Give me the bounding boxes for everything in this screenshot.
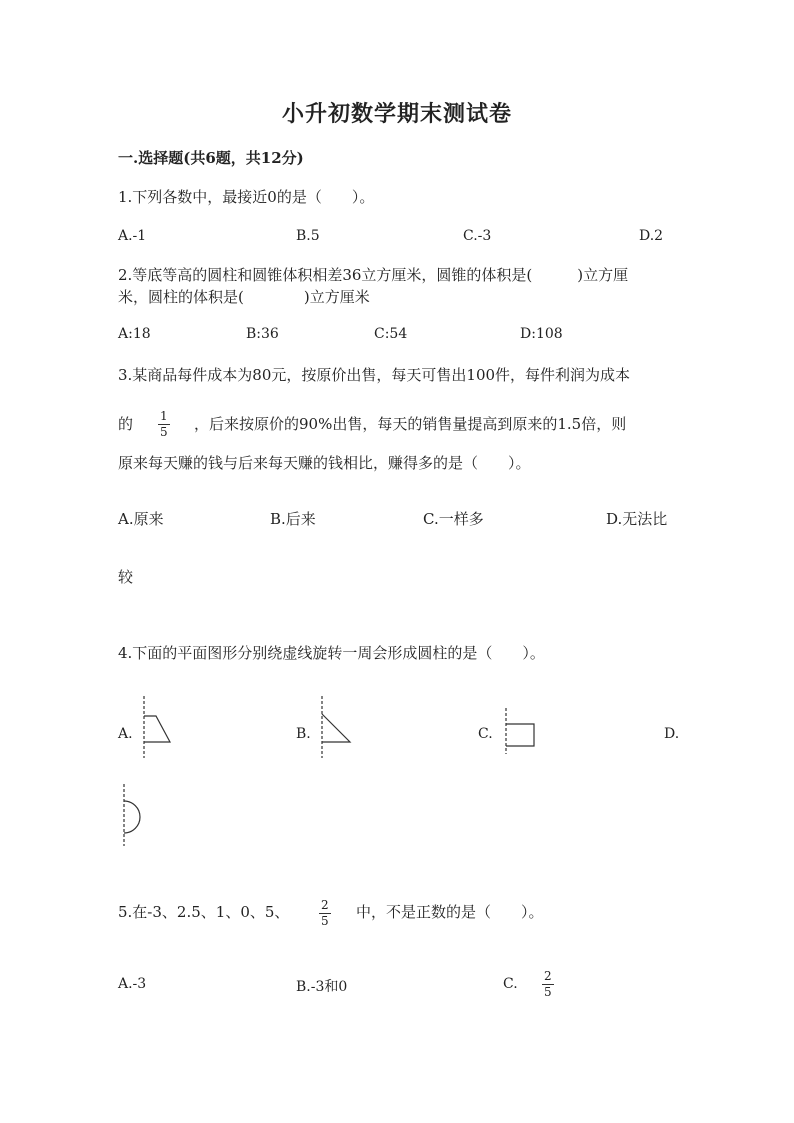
question-4-stem: 4.下面的平面图形分别绕虚线旋转一周会形成圆柱的是（ ）。: [118, 644, 545, 662]
figure-a-trapezoid: [136, 696, 176, 760]
question-4-option-d: D.: [664, 726, 680, 742]
question-3-fraction-denominator: 5: [160, 425, 168, 439]
question-1-option-c: C.-3: [463, 228, 492, 244]
question-1-option-b: B.5: [296, 228, 320, 244]
question-5-option-c: C.: [503, 976, 518, 992]
figure-c-shape: [506, 724, 534, 746]
question-3-fraction-numerator: 1: [160, 409, 168, 423]
question-2-option-a: A:18: [118, 326, 151, 342]
question-5-fraction: [319, 899, 331, 928]
question-2-option-d: D:108: [520, 326, 563, 342]
question-5-stem-suffix: 中，不是正数的是（ ）。: [356, 903, 544, 921]
figure-b-shape: [322, 714, 350, 742]
question-3-option-b: B.后来: [270, 510, 316, 528]
figure-a-shape: [144, 716, 170, 742]
question-4-option-a: A.: [118, 726, 133, 742]
question-3-option-c: C.一样多: [423, 510, 484, 528]
question-4-option-b: B.: [296, 726, 311, 742]
section-heading: 一.选择题(共6题，共12分): [118, 149, 304, 167]
figure-c-rectangle: [498, 708, 542, 756]
question-5-option-b: B.-3和0: [296, 979, 348, 995]
question-3-option-d: D.无法比: [606, 510, 668, 528]
question-5-fraction-denominator: 5: [321, 914, 329, 928]
question-5-fraction-numerator: 2: [321, 898, 329, 912]
question-2-line-2: 米，圆柱的体积是( )立方厘米: [118, 288, 370, 306]
question-5-stem-prefix: 5.在-3、2.5、1、0、5、: [118, 903, 290, 921]
question-5-option-c-fraction: [542, 970, 554, 999]
question-3-option-a: A.原来: [118, 510, 164, 528]
figure-d-semicircle: [116, 784, 156, 848]
question-5-option-c-denominator: 5: [544, 985, 552, 999]
question-3-option-d-wrap: 较: [118, 568, 134, 586]
question-3-fraction: [158, 410, 170, 439]
question-3-line-3: 原来每天赚的钱与后来每天赚的钱相比，赚得多的是（ ）。: [118, 454, 531, 472]
question-4-option-c: C.: [478, 726, 493, 742]
figure-b-triangle: [314, 696, 358, 760]
question-3-line-2-suffix: ，后来按原价的90%出售，每天的销售量提高到原来的1.5倍，则: [194, 415, 627, 433]
question-1-option-d: D.2: [639, 228, 664, 244]
question-3-line-1: 3.某商品每件成本为80元，按原价出售，每天可售出100件，每件利润为成本: [118, 366, 631, 384]
question-2-option-c: C:54: [374, 326, 408, 342]
figure-d-shape: [124, 801, 140, 833]
question-2-line-1: 2.等底等高的圆柱和圆锥体积相差36立方厘米，圆锥的体积是( )立方厘: [118, 266, 629, 284]
page-title: 小升初数学期末测试卷: [281, 101, 512, 127]
question-5-option-c-numerator: 2: [544, 969, 552, 983]
question-5-option-a: A.-3: [118, 976, 147, 992]
question-2-option-b: B:36: [246, 326, 279, 342]
question-1-stem: 1.下列各数中，最接近0的是（ ）。: [118, 188, 375, 206]
question-1-option-a: A.-1: [118, 228, 147, 244]
question-3-line-2-prefix: 的: [118, 415, 134, 433]
